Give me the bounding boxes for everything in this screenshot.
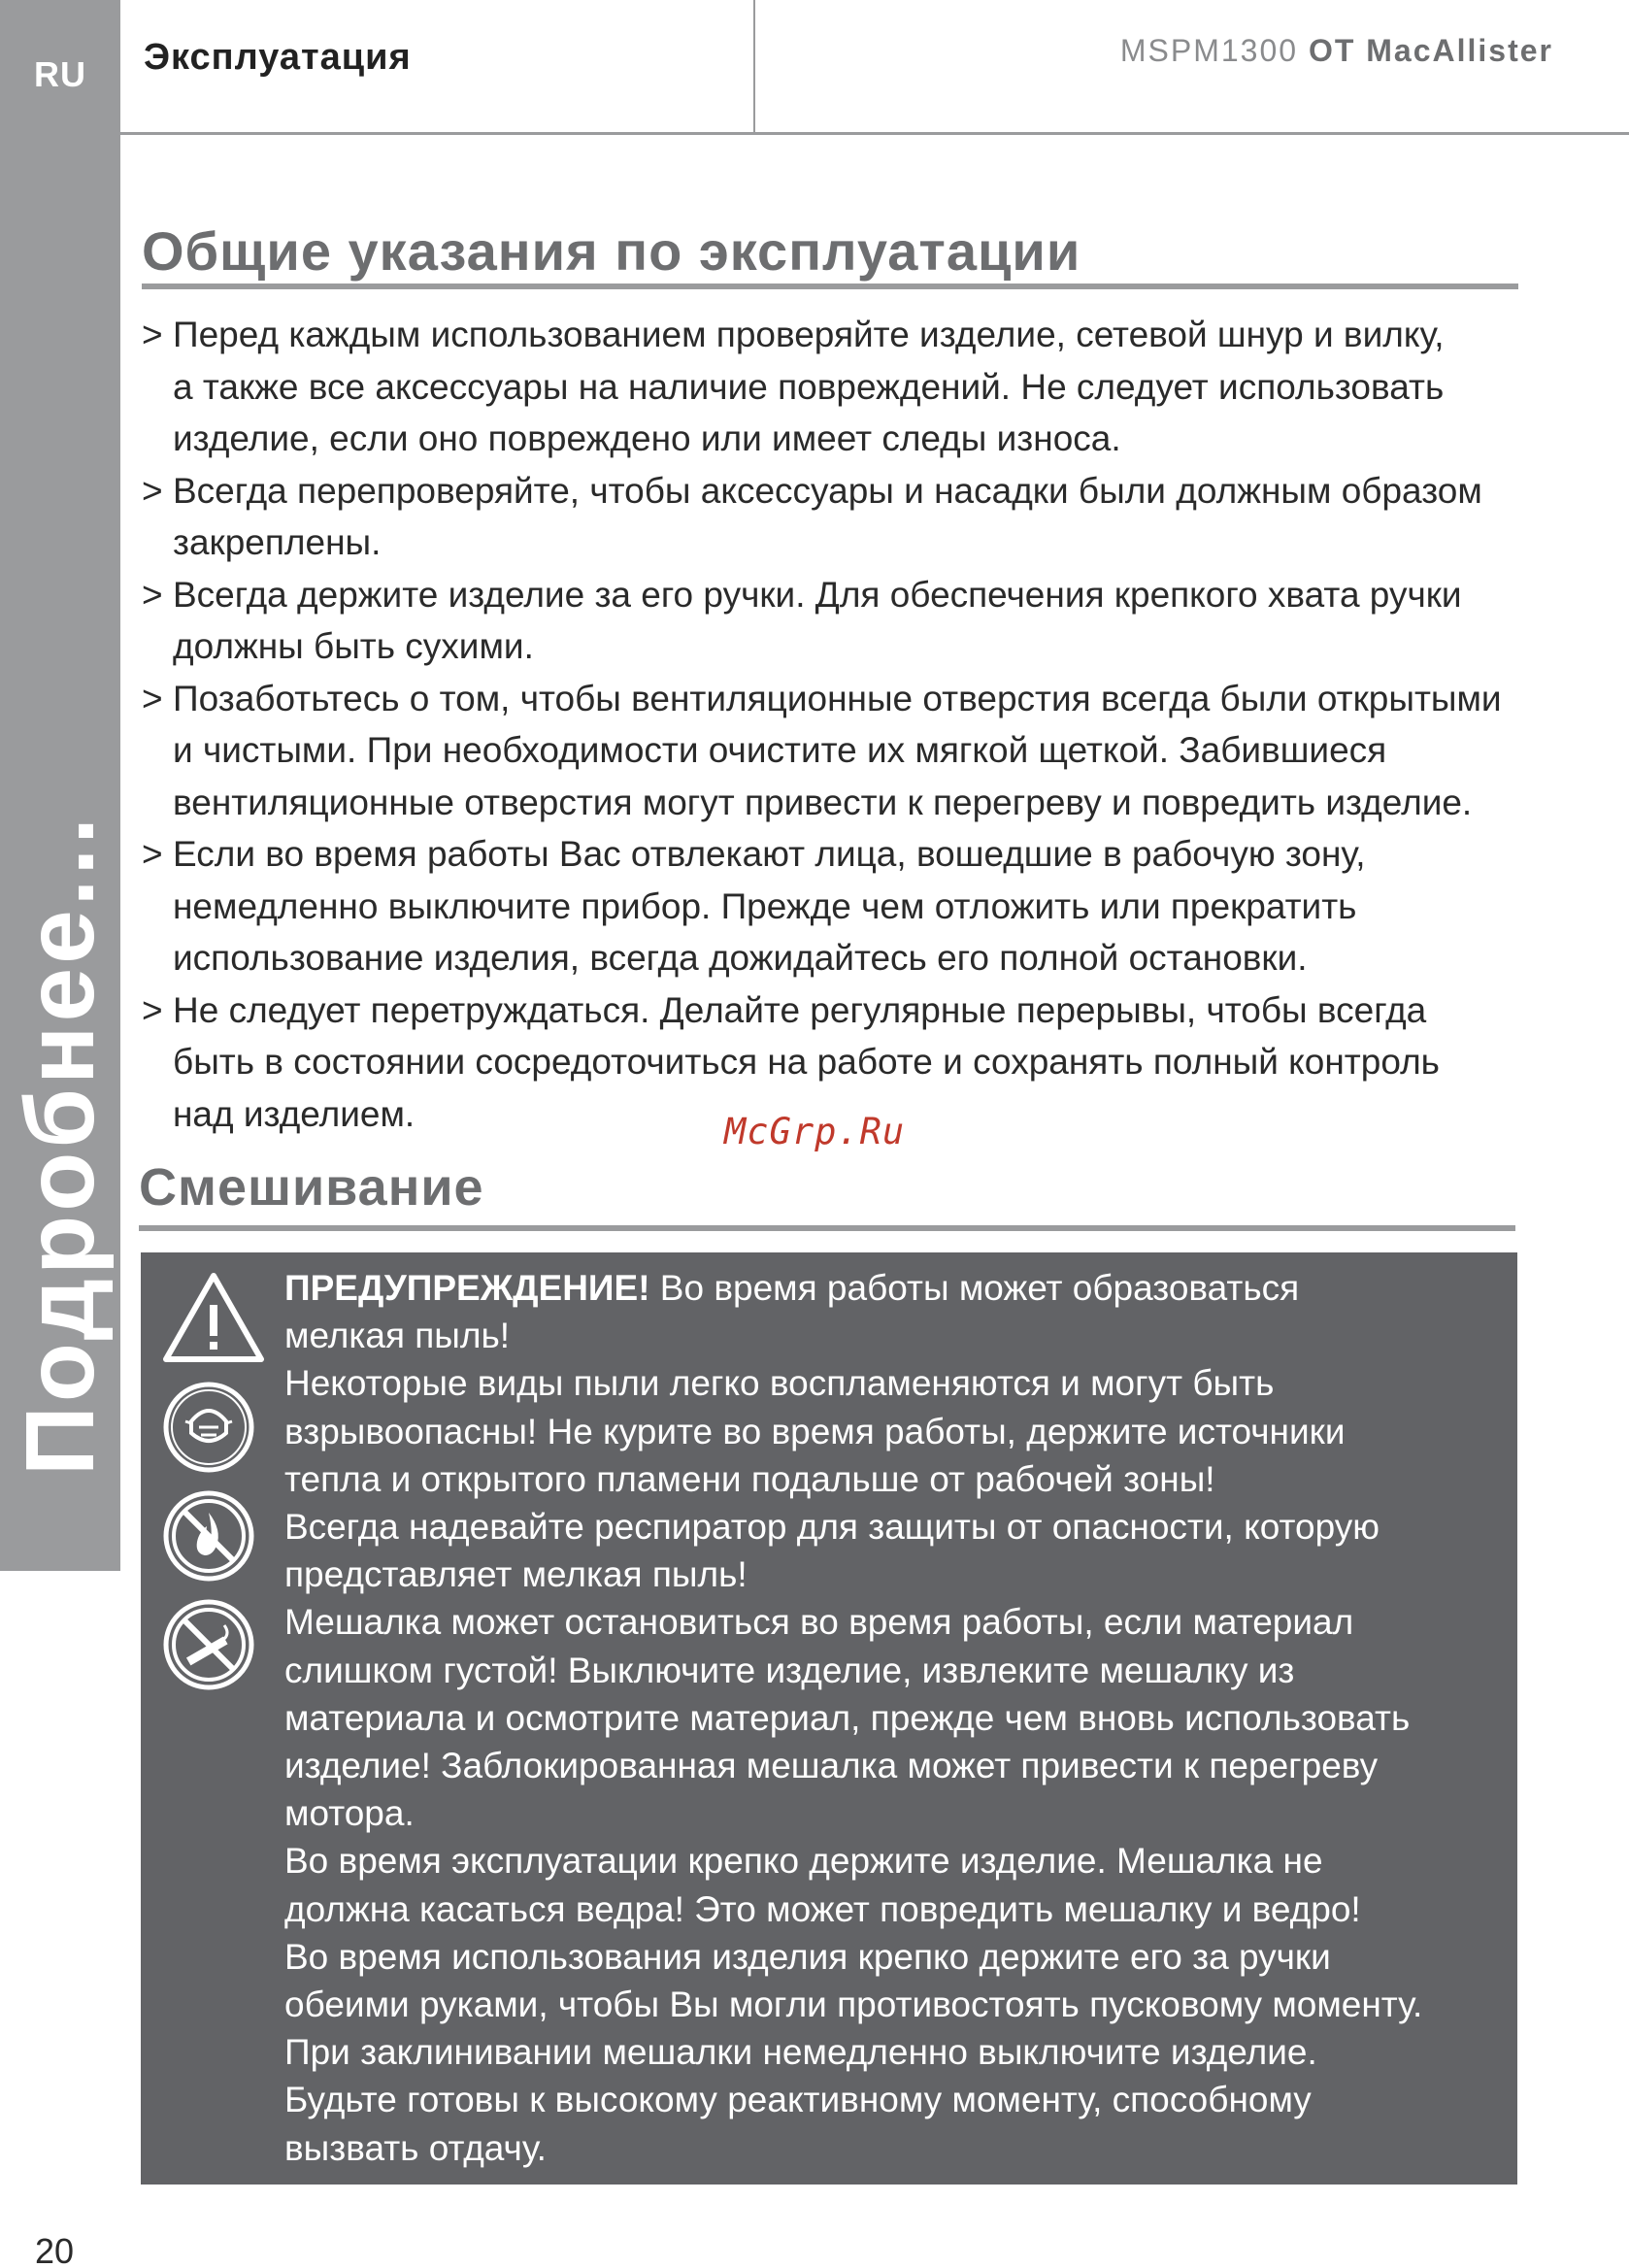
- bullet-marker: >: [142, 678, 163, 718]
- warning-icons: [160, 1270, 267, 1705]
- warning-line: мелкая пыль!: [284, 1316, 511, 1356]
- header-rule: [120, 132, 1629, 135]
- warning-line: Мешалка может остановиться во время работы, если материал: [284, 1602, 1354, 1643]
- bullet-line: Перед каждым использованием проверяйте изделие, сетевой шнур и вилку,: [173, 315, 1445, 354]
- bullet-marker: >: [142, 470, 163, 511]
- general-title: Общие указания по эксплуатации: [142, 220, 1081, 282]
- warning-line: должна касаться ведра! Это может повредить мешалку и ведро!: [284, 1888, 1361, 1929]
- warning-line: Всегда надевайте респиратор для защиты от опасности, которую: [284, 1507, 1380, 1548]
- bullet-marker: >: [142, 989, 163, 1030]
- respirator-icon: [160, 1379, 257, 1476]
- warning-line: Во время эксплуатации крепко держите изделие. Мешалка не: [284, 1841, 1323, 1882]
- general-bullet-item: [142, 569, 1598, 673]
- warning-text: [284, 1264, 1508, 2172]
- bullet-line: вентиляционные отверстия могут привести к перегреву и повредить изделие.: [173, 782, 1473, 822]
- header-model: [1120, 33, 1553, 69]
- bullet-line: изделие, если оно повреждено или имеет следы износа.: [173, 418, 1121, 458]
- bullet-line: Позаботьтесь о том, чтобы вентиляционные отверстия всегда были открытыми: [173, 678, 1502, 718]
- side-vertical-label: Подробнее...: [6, 813, 115, 1476]
- warning-line: обеими руками, чтобы Вы могли противостоять пусковому моменту.: [284, 1984, 1423, 2025]
- warning-line: мотора.: [284, 1793, 415, 1834]
- bullet-line: должны быть сухими.: [173, 626, 534, 666]
- model-prefix: MSPM1300: [1119, 33, 1299, 68]
- warning-first-line-rest: Во время работы может образоваться: [649, 1268, 1300, 1308]
- warning-line: Будьте готовы к высокому реактивному моменту, способному: [284, 2080, 1312, 2120]
- bullet-line: закреплены.: [173, 522, 382, 562]
- bullet-line: использование изделия, всегда дожидайтесь его полной остановки.: [173, 938, 1308, 978]
- warning-line: слишком густой! Выключите изделие, извлеките мешалку из: [284, 1650, 1295, 1690]
- warning-line: При заклинивании мешалки немедленно выключите изделие.: [284, 2032, 1317, 2073]
- mixing-title: Смешивание: [139, 1158, 484, 1217]
- bullet-line: немедленно выключите прибор. Прежде чем отложить или прекратить: [173, 885, 1357, 926]
- page-number: 20: [35, 2231, 75, 2268]
- general-bullet-item: [142, 673, 1598, 829]
- warning-box: [141, 1252, 1517, 2185]
- general-bullet-item: [142, 309, 1598, 465]
- general-bullet-item: [142, 828, 1598, 984]
- bullet-line: быть в состоянии сосредоточиться на работе и сохранять полный контроль: [173, 1042, 1440, 1082]
- bullet-line: Всегда держите изделие за его ручки. Для обеспечения крепкого хвата ручки: [173, 574, 1462, 615]
- warning-triangle-icon: [160, 1270, 267, 1367]
- warning-line: вызвать отдачу.: [284, 2127, 547, 2168]
- warning-line: изделие! Заблокированная мешалка может привести к перегреву: [284, 1746, 1379, 1786]
- warning-line: тепла и открытого пламени подальше от рабочей зоны!: [284, 1458, 1215, 1499]
- warning-line: представляет мелкая пыль!: [284, 1554, 748, 1595]
- header-section-title: Эксплуатация: [144, 37, 412, 78]
- model-suffix: ОТ MacAllister: [1308, 33, 1553, 68]
- bullet-line: и чистыми. При необходимости очистите их мягкой щеткой. Забившиеся: [173, 730, 1387, 770]
- bullet-line: Не следует перетруждаться. Делайте регулярные перерывы, чтобы всегда: [173, 989, 1427, 1030]
- header-divider: [753, 0, 755, 132]
- warning-line: взрывоопасны! Не курите во время работы, держите источники: [284, 1411, 1346, 1451]
- watermark: McGrp.Ru: [724, 1111, 906, 1152]
- bullet-marker: >: [142, 834, 163, 874]
- bullet-line: над изделием.: [173, 1093, 416, 1134]
- bullet-marker: >: [142, 574, 163, 615]
- mixing-title-rule: [139, 1225, 1515, 1231]
- language-label: RU: [34, 54, 86, 94]
- no-flame-icon: [160, 1487, 257, 1584]
- warning-label: ПРЕДУПРЕЖДЕНИЕ!: [284, 1268, 650, 1308]
- general-title-rule: [142, 284, 1518, 289]
- bullet-line: Если во время работы Вас отвлекают лица, вошедшие в рабочую зону,: [173, 834, 1366, 874]
- warning-line: Некоторые виды пыли легко воспламеняются и могут быть: [284, 1363, 1275, 1404]
- general-bullet-list: [142, 309, 1598, 1140]
- general-bullet-item: [142, 465, 1598, 569]
- bullet-line: Всегда перепроверяйте, чтобы аксессуары и насадки были должным образом: [173, 470, 1482, 511]
- bullet-marker: >: [142, 315, 163, 354]
- no-smoking-icon: [160, 1596, 257, 1693]
- warning-line: Во время использования изделия крепко держите его за ручки: [284, 1936, 1331, 1977]
- warning-first-line: [284, 1264, 1508, 1312]
- warning-line: материала и осмотрите материал, прежде чем вновь использовать: [284, 1697, 1411, 1738]
- bullet-line: а также все аксессуары на наличие повреждений. Не следует использовать: [173, 366, 1445, 407]
